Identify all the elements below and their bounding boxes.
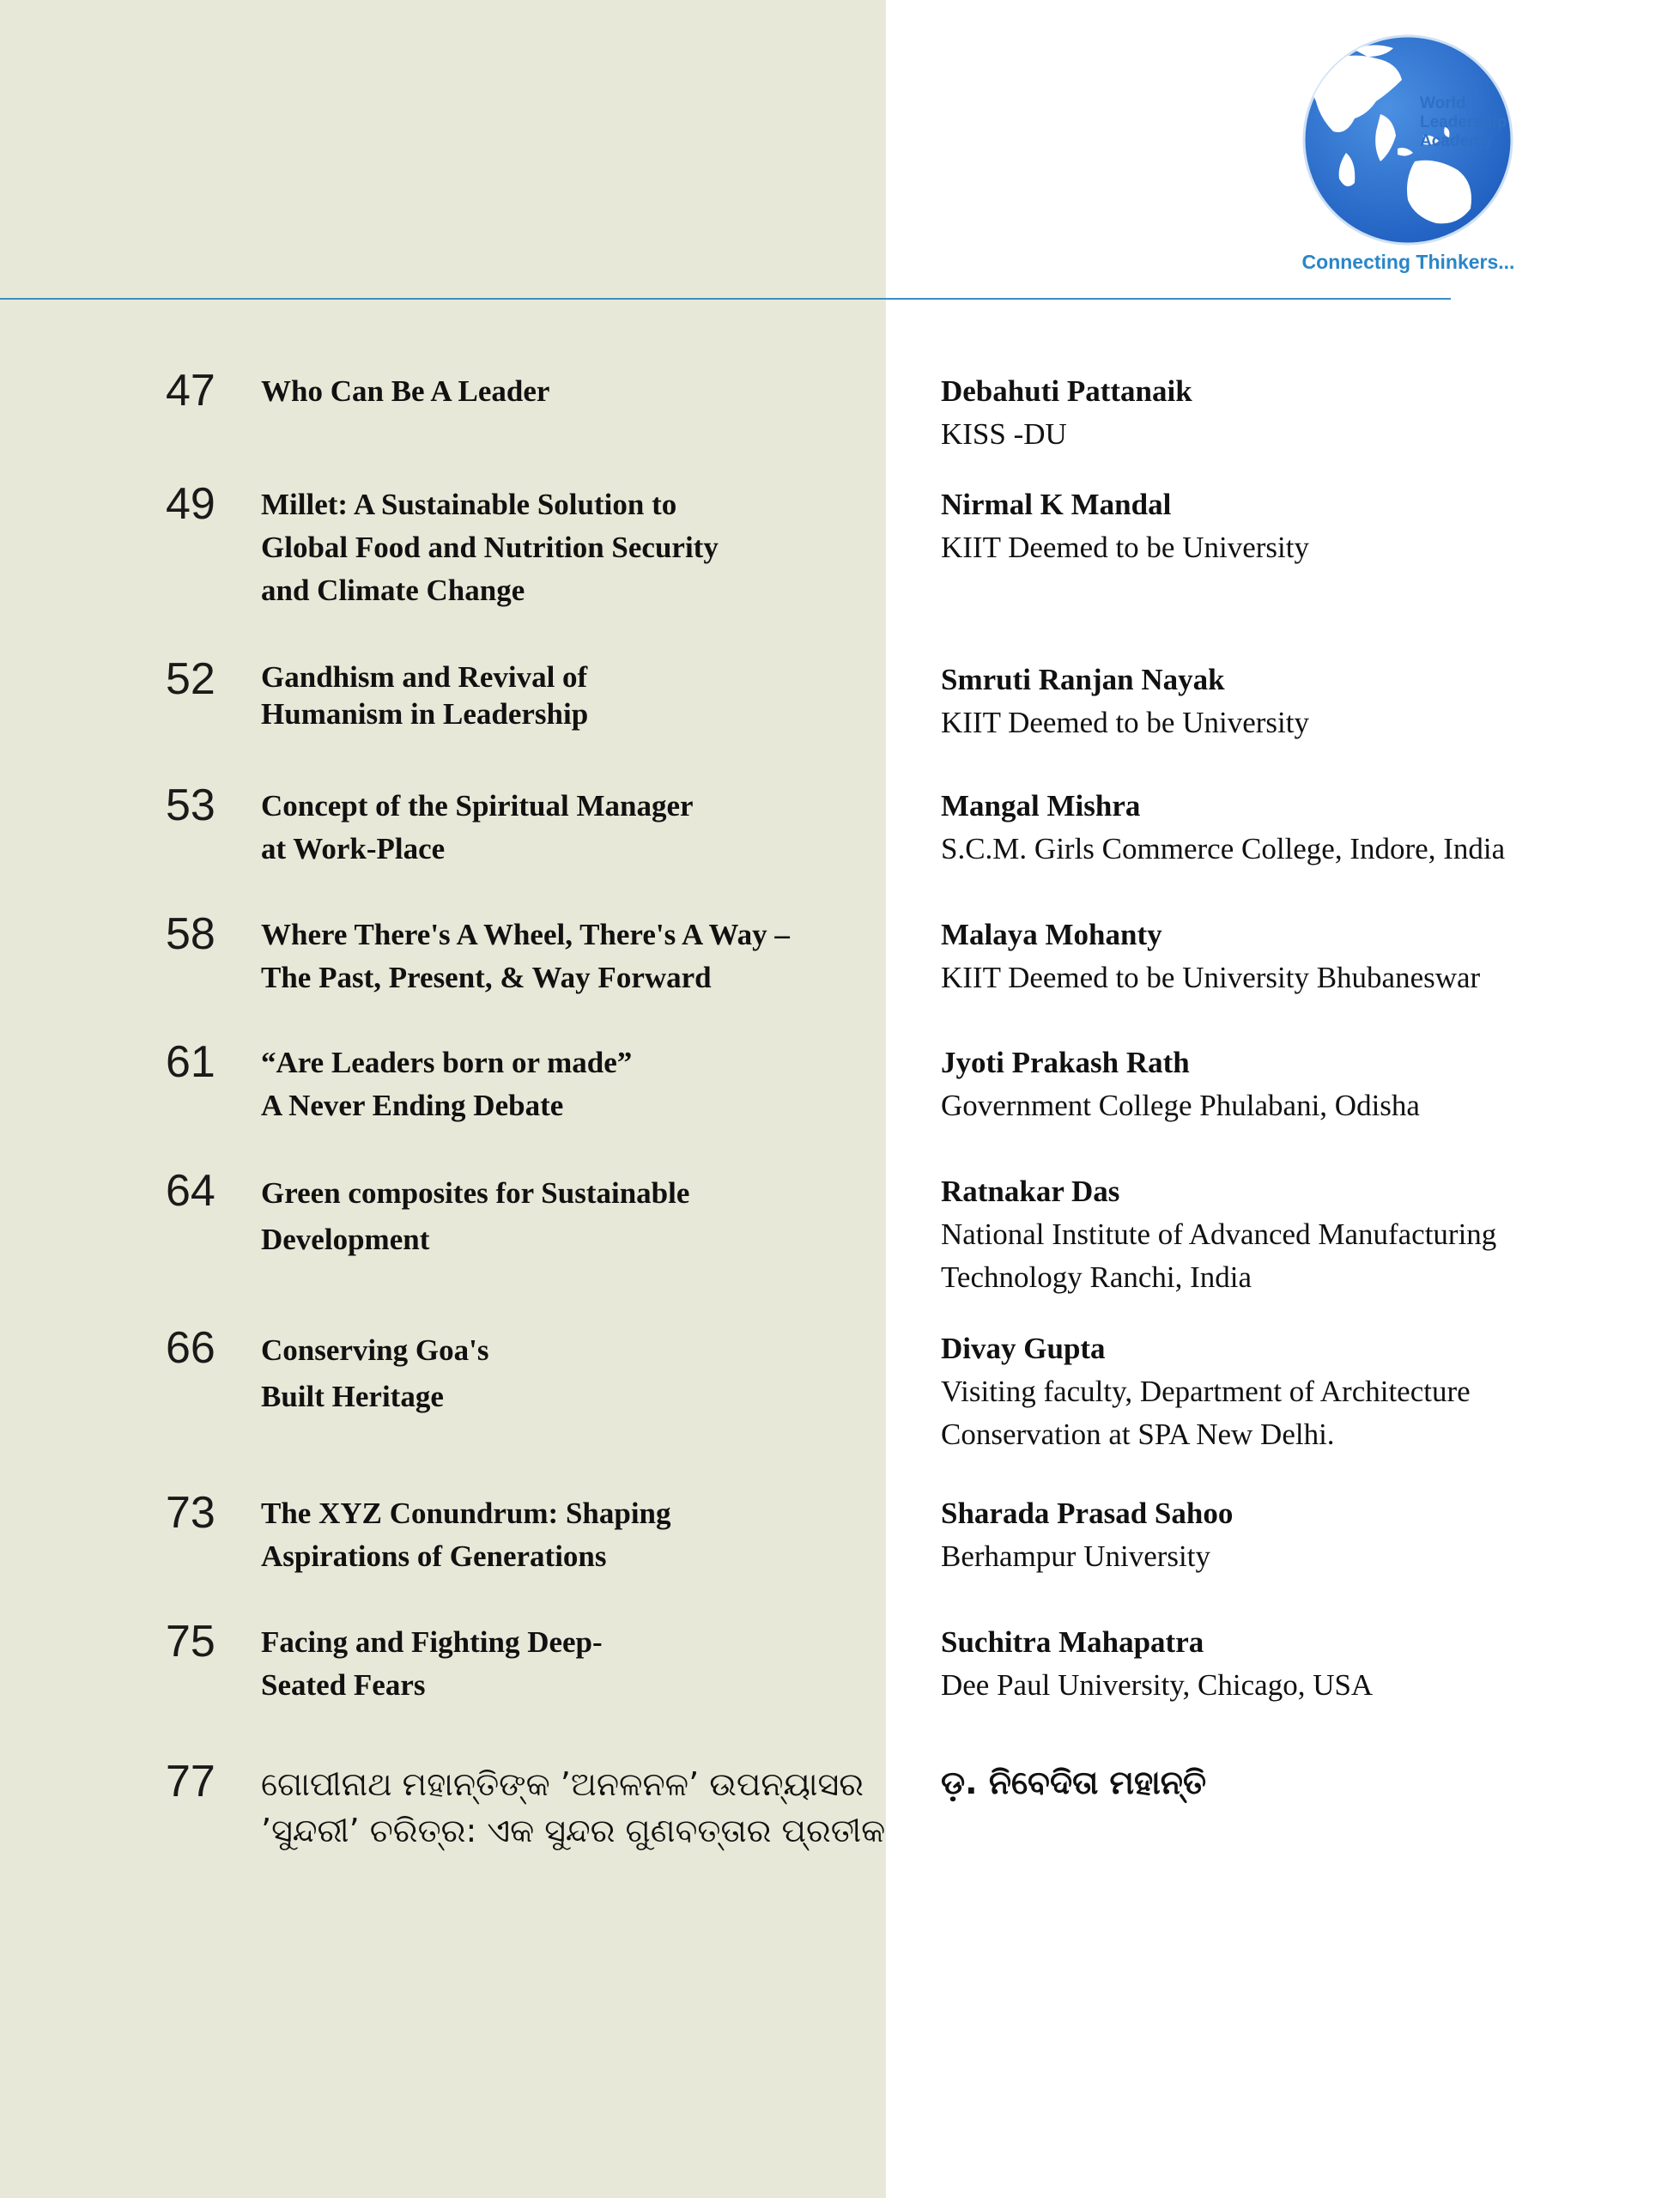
article-title [261, 914, 879, 999]
author-name: Jyoti Prakash Rath [941, 1046, 1190, 1079]
affiliation-line: Berhampur University [941, 1539, 1210, 1573]
logo-name-line: World [1420, 94, 1466, 112]
title-line: ’ସୁନ୍ଦରୀ’ ଚରିତ୍ର: ଏକ ସୁନ୍ଦର ଗୁଣବତ୍ତାର ପ୍ରତୀକ [261, 1812, 886, 1849]
title-line: ଗୋପୀନାଥ ମହାନ୍ତିଙ୍କ ’ଅନଳନଳ’ ଉପନ୍ୟାସର [261, 1765, 864, 1803]
title-line: The Past, Present, & Way Forward [261, 961, 712, 994]
logo-name [1420, 94, 1523, 151]
author-affiliation [941, 1664, 1662, 1707]
author-name: Mangal Mishra [941, 789, 1141, 823]
title-line: Facing and Fighting Deep- [261, 1625, 603, 1659]
affiliation-line: Conservation at SPA New Delhi. [941, 1418, 1335, 1451]
page-number: 49 [166, 479, 215, 529]
author-name: Nirmal K Mandal [941, 488, 1172, 521]
logo-name-line: Leadership [1420, 113, 1507, 131]
page-number: 73 [166, 1488, 215, 1538]
logo-name-line: Academy [1420, 132, 1493, 150]
title-line: and Climate Change [261, 574, 525, 607]
author-block [941, 1492, 1662, 1578]
title-line: Development [261, 1223, 430, 1256]
title-line: Millet: A Sustainable Solution to [261, 488, 677, 521]
author-affiliation [941, 828, 1662, 871]
author-name: Divay Gupta [941, 1332, 1106, 1365]
affiliation-line: Dee Paul University, Chicago, USA [941, 1668, 1374, 1702]
author-affiliation [941, 413, 1662, 456]
author-affiliation [941, 956, 1662, 999]
author-name: ଡ଼. ନିବେଦିତା ମହାନ୍ତି [941, 1764, 1207, 1801]
affiliation-line: National Institute of Advanced Manufacturing [941, 1217, 1497, 1251]
article-title [261, 483, 879, 612]
world-leadership-academy-logo [1295, 33, 1522, 282]
author-affiliation [941, 1535, 1662, 1578]
author-block [941, 914, 1662, 999]
page-number: 52 [166, 654, 215, 704]
author-name: Smruti Ranjan Nayak [941, 663, 1225, 696]
article-title [261, 785, 879, 871]
title-line: “Are Leaders born or made” [261, 1046, 633, 1079]
affiliation-line: Technology Ranchi, India [941, 1260, 1252, 1294]
article-title [261, 1041, 879, 1127]
author-name: Sharada Prasad Sahoo [941, 1497, 1234, 1530]
title-line: Conserving Goa's [261, 1333, 489, 1367]
page-number: 61 [166, 1037, 215, 1087]
title-line: Built Heritage [261, 1380, 444, 1413]
author-affiliation [941, 1370, 1662, 1456]
title-line: Green composites for Sustainable [261, 1176, 690, 1210]
header-divider [0, 298, 1451, 300]
title-line: Gandhism and Revival of [261, 660, 588, 694]
author-block [941, 1621, 1662, 1707]
affiliation-line: Visiting faculty, Department of Architecture [941, 1375, 1471, 1408]
affiliation-line: KIIT Deemed to be University [941, 531, 1309, 564]
author-block [941, 785, 1662, 871]
title-line: The XYZ Conundrum: Shaping [261, 1497, 671, 1530]
author-name: Debahuti Pattanaik [941, 374, 1192, 408]
author-affiliation [941, 1084, 1662, 1127]
title-line: Who Can Be A Leader [261, 374, 550, 408]
article-title [261, 1492, 879, 1578]
page-number: 75 [166, 1617, 215, 1667]
page-number: 47 [166, 366, 215, 416]
author-affiliation [941, 701, 1662, 744]
author-name: Ratnakar Das [941, 1175, 1120, 1208]
author-block [941, 1761, 1662, 1804]
affiliation-line: Government College Phulabani, Odisha [941, 1089, 1420, 1122]
article-title [261, 1170, 879, 1263]
page-number: 58 [166, 909, 215, 959]
author-block [941, 1041, 1662, 1127]
article-title [261, 1761, 886, 1854]
author-block [941, 1327, 1662, 1456]
title-line: Humanism in Leadership [261, 697, 589, 731]
author-name: Suchitra Mahapatra [941, 1625, 1204, 1659]
title-line: Where There's A Wheel, There's A Way – [261, 918, 790, 951]
affiliation-line: S.C.M. Girls Commerce College, Indore, India [941, 832, 1506, 865]
author-block [941, 1170, 1662, 1299]
affiliation-line: KISS -DU [941, 417, 1067, 451]
article-title [261, 1621, 879, 1707]
author-block [941, 659, 1662, 744]
author-name: Malaya Mohanty [941, 918, 1162, 951]
page-number: 66 [166, 1323, 215, 1373]
page-number: 64 [166, 1166, 215, 1216]
page-number: 53 [166, 780, 215, 830]
logo-tagline: Connecting Thinkers... [1301, 251, 1515, 273]
affiliation-line: KIIT Deemed to be University [941, 706, 1309, 739]
affiliation-line: KIIT Deemed to be University Bhubaneswar [941, 961, 1481, 994]
author-affiliation [941, 526, 1662, 569]
title-line: at Work-Place [261, 832, 446, 865]
author-block [941, 370, 1662, 456]
page-number: 77 [166, 1757, 215, 1806]
title-line: Global Food and Nutrition Security [261, 531, 719, 564]
article-title [261, 370, 879, 413]
title-line: Seated Fears [261, 1668, 426, 1702]
author-affiliation [941, 1213, 1662, 1299]
author-block [941, 483, 1662, 569]
title-line: Concept of the Spiritual Manager [261, 789, 694, 823]
article-title [261, 1327, 879, 1420]
title-line: Aspirations of Generations [261, 1539, 607, 1573]
article-title [261, 659, 879, 732]
title-line: A Never Ending Debate [261, 1089, 564, 1122]
